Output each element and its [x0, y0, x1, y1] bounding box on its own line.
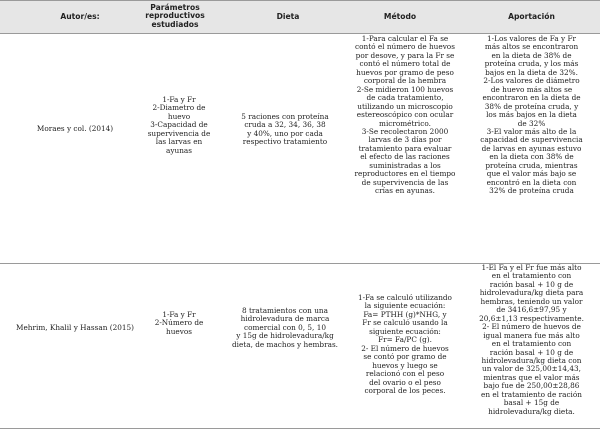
row1-method: 1-Para calcular el Fa se contó el número de huevos por desove, y para la Fr se contó el número total de huevos por gramo de peso corporal de la hembra 2-Se midieron 100 huevos de cada tratamiento, utilizando un microscopio estereoscópico con ocular micrométrico. 3-Se recolectaron 2000 larvas de 3 días por tratamiento para evaluar el efecto de las raciones suministradas a los reproductores en el tiempo de supervivencia de las crías en ayunas. — [354, 34, 456, 196]
row1-diet: 5 raciones con proteína cruda a 32, 34, 36, 38 y 40%, uno por cada respectivo tratamiento — [241, 112, 329, 147]
row2-contribution: 1-El Fa y el Fr fue más alto en el tratamiento con ración basal + 10 g de hidrolevadura/kg dieta para hembras, teniendo un valor de 3416,6±97,95 y 20,6±1,13 respectivamente. 2- El número de huevos de igual manera fue más alto en el tratamiento con ración basal + 10 g de hidrolevadura/kg dieta con un valor de 325,00±14,43, mientras que el valor más bajo fue de 250,00±28,86 en el tratamiento de ración basal + 15g de hidrolevadura/kg dieta. — [479, 263, 584, 416]
top-rule — [0, 0, 600, 1]
row2-diet: 8 tratamientos con una hidrolevadura de marca comercial con 0, 5, 10 y 15g de hidrolevadura/kg dieta, de machos y hembras. — [231, 306, 339, 349]
row2-params: 1-Fa y Fr 2-Número de huevos — [154, 310, 204, 336]
header-method: Método — [383, 12, 417, 21]
row2-method: 1-Fa se calculó utilizando la siguiente ecuación: Fa= PTHH (g)*NHG, y Fr se calculó usando la siguiente ecuación: Fr= Fa/PC (g). 2- El número de huevos se contó por gramo de huevos y luego se relacionó con el peso del ovario o el peso corporal de los peces. — [358, 293, 452, 395]
header-params: Parámetros reproductivos estudiados — [145, 3, 205, 29]
row1-contribution: 1-Los valores de Fa y Fr más altos se encontraron en la dieta de 38% de proteína cruda, y los más bajos en la dieta de 32%. 2-Los valores de diámetro de huevo más altos se encontraron en la dieta de 38% de proteína cruda, y los más bajos en la dieta de 32% 3-El valor más alto de la capacidad de supervivencia de larvas en ayunas estuvo en la dieta con 38% de proteína cruda, mientras que el valor más bajo se encontró en la dieta con 32% de proteína cruda — [480, 34, 583, 196]
row2-author: Mehrim, Khalil y Hassan (2015) — [16, 323, 134, 332]
header-author: Autor/es: — [60, 12, 100, 21]
row1-params: 1-Fa y Fr 2-Diametro de huevo 3-Capacidad de supervivencia de las larvas en ayunas — [147, 95, 211, 155]
row1-author: Moraes y col. (2014) — [36, 124, 114, 133]
header-contribution: Aportación — [508, 12, 555, 21]
header-diet: Dieta — [276, 12, 300, 21]
